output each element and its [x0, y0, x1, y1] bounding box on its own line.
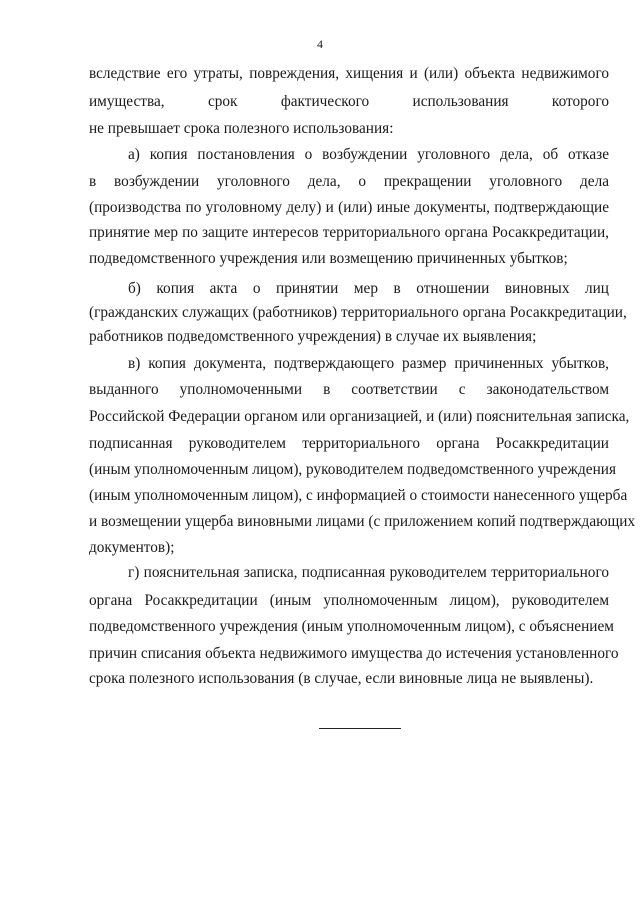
text-line: имущества, срок фактического использования которого: [89, 93, 609, 110]
list-item-a-line: а) копия постановления о возбуждении уголовного дела, об отказе: [128, 146, 609, 163]
list-item-g-line: г) пояснительная записка, подписанная руководителем территориального: [128, 564, 609, 581]
text-line: подписанная руководителем территориального органа Росаккредитации: [89, 435, 609, 452]
page-number: 4: [317, 37, 323, 51]
text-line: принятие мер по защите интересов территориального органа Росаккредитации,: [89, 224, 609, 241]
text-line: подведомственного учреждения (иным уполномоченным лицом), с объяснением: [89, 618, 614, 635]
end-separator-line: [319, 728, 401, 729]
text-line: органа Росаккредитации (иным уполномоченным лицом), руководителем: [89, 592, 609, 609]
text-line: документов);: [89, 539, 175, 556]
text-line: срока полезного использования (в случае, если виновные лица не выявлены).: [89, 670, 594, 687]
text-line: выданного уполномоченными в соответствии с законодательством: [89, 381, 609, 398]
text-line: работников подведомственного учреждения) в случае их выявления;: [89, 328, 537, 345]
text-line: (иным уполномоченным лицом), руководителем подведомственного учреждения: [89, 461, 616, 478]
list-item-v-line: в) копия документа, подтверждающего размер причиненных убытков,: [128, 355, 609, 372]
text-line: причин списания объекта недвижимого имущества до истечения установленного: [89, 645, 619, 662]
text-line: (гражданских служащих (работников) территориального органа Росаккредитации,: [89, 304, 627, 321]
list-item-b-line: б) копия акта о принятии мер в отношении виновных лиц: [128, 280, 609, 297]
text-line: вследствие его утраты, повреждения, хищения и (или) объекта недвижимого: [89, 65, 609, 82]
text-line: и возмещении ущерба виновными лицами (с приложением копий подтверждающих: [89, 513, 636, 530]
text-line: в возбуждении уголовного дела, о прекращении уголовного дела: [89, 173, 609, 190]
text-line: подведомственного учреждения или возмещению причиненных убытков;: [89, 250, 568, 267]
text-line: (производства по уголовному делу) и (или) иные документы, подтверждающие: [89, 199, 609, 216]
text-line: не превышает срока полезного использования:: [89, 120, 394, 137]
text-line: (иным уполномоченным лицом), с информацией о стоимости нанесенного ущерба: [89, 487, 628, 504]
text-line: Российской Федерации органом или организацией, и (или) пояснительная записка,: [89, 408, 630, 425]
